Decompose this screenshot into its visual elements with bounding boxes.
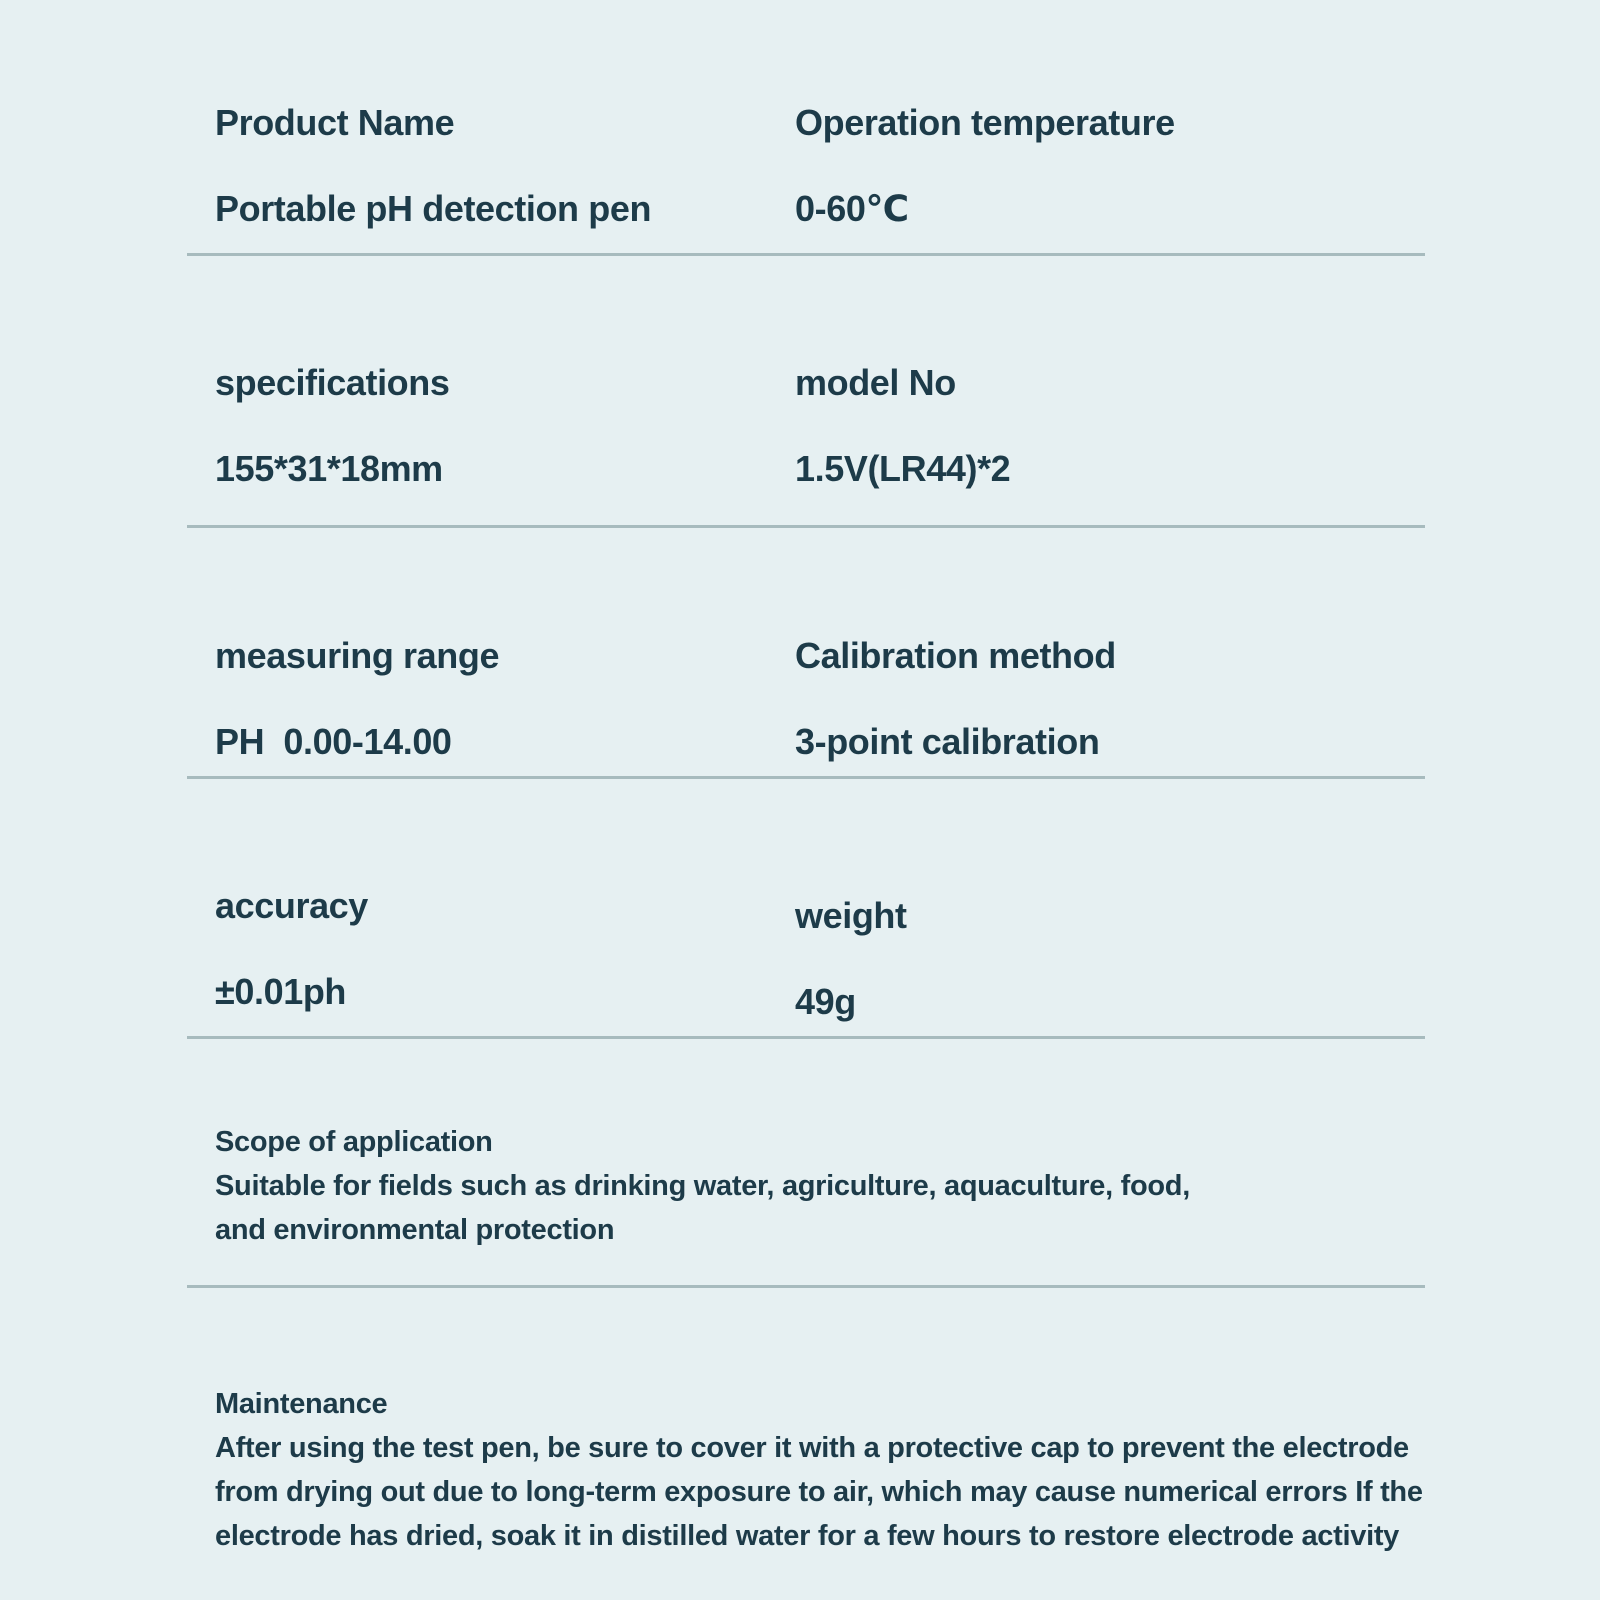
spec-cell-specifications <box>215 322 449 530</box>
spec-label-specifications: specifications <box>215 362 450 403</box>
maintenance-line: After using the test pen, be sure to cover it with a protective cap to prevent the electrode <box>215 1432 1409 1464</box>
divider <box>187 525 1425 528</box>
spec-cell-calibration-method <box>795 595 1116 803</box>
spec-value-model-no: 1.5V(LR44)*2 <box>795 448 1011 489</box>
scope-of-application-section <box>215 1120 1455 1252</box>
spec-value-operation-temperature: 0-60℃ <box>795 188 909 229</box>
spec-label-measuring-range: measuring range <box>215 635 500 676</box>
scope-heading: Scope of application <box>215 1126 493 1158</box>
divider <box>187 776 1425 779</box>
spec-cell-operation-temperature <box>795 62 1175 270</box>
spec-value-measuring-range: PH 0.00-14.00 <box>215 721 452 762</box>
maintenance-heading: Maintenance <box>215 1388 388 1420</box>
spec-label-model-no: model No <box>795 362 956 403</box>
maintenance-section <box>215 1382 1455 1558</box>
divider <box>187 1285 1425 1288</box>
spec-value-accuracy: ±0.01ph <box>215 971 347 1012</box>
maintenance-line: electrode has dried, soak it in distilled water for a few hours to restore electrode activity <box>215 1520 1400 1552</box>
spec-value-product-name: Portable pH detection pen <box>215 188 652 229</box>
divider <box>187 1036 1425 1039</box>
spec-value-calibration-method: 3-point calibration <box>795 721 1100 762</box>
spec-label-calibration-method: Calibration method <box>795 635 1116 676</box>
spec-cell-accuracy <box>215 845 368 1053</box>
spec-value-weight: 49g <box>795 981 856 1022</box>
spec-label-weight: weight <box>795 895 907 936</box>
spec-cell-weight <box>795 855 907 1063</box>
divider <box>187 253 1425 256</box>
scope-line: and environmental protection <box>215 1214 615 1246</box>
spec-cell-measuring-range <box>215 595 499 803</box>
spec-value-specifications: 155*31*18mm <box>215 448 443 489</box>
maintenance-line: from drying out due to long-term exposure to air, which may cause numerical errors If the <box>215 1476 1423 1508</box>
spec-cell-product-name <box>215 62 651 270</box>
spec-cell-model-no <box>795 322 1010 530</box>
spec-label-product-name: Product Name <box>215 102 455 143</box>
scope-line: Suitable for fields such as drinking water, agriculture, aquaculture, food, <box>215 1170 1190 1202</box>
spec-label-operation-temperature: Operation temperature <box>795 102 1175 143</box>
spec-label-accuracy: accuracy <box>215 885 368 926</box>
